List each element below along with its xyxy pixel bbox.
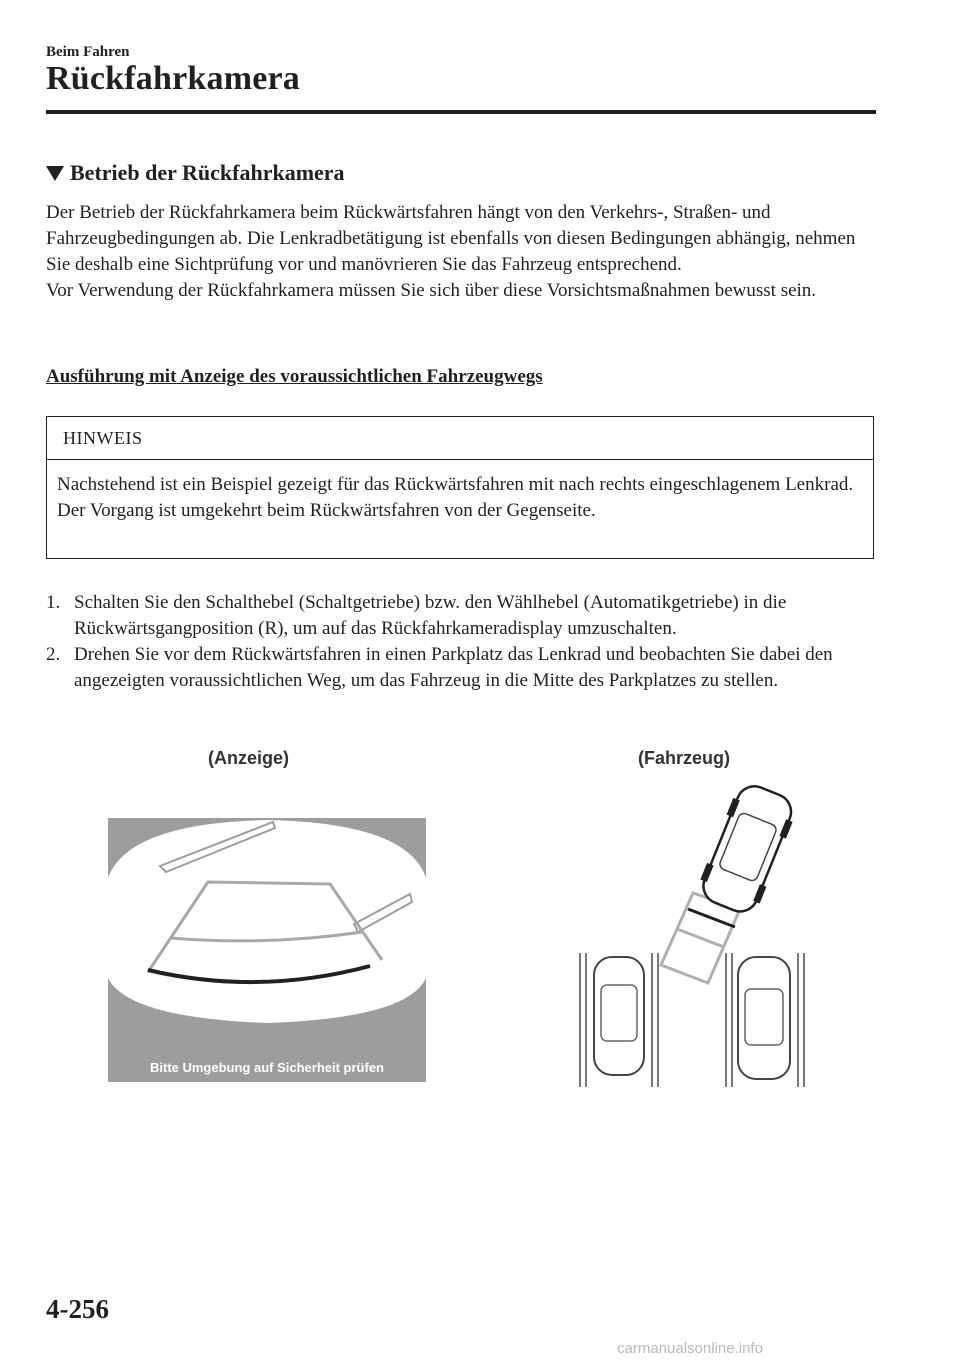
watermark: carmanualsonline.info: [617, 1340, 763, 1357]
step-number: 1.: [46, 592, 61, 613]
note-box: [46, 416, 874, 559]
step-number: 2.: [46, 644, 61, 665]
vehicle-label: (Fahrzeug): [638, 748, 730, 768]
paragraph: Vor Verwendung der Rückfahrkamera müssen Sie sich über diese Vorsichtsmaßnahmen bewusst sein.: [46, 280, 817, 301]
step-list: [46, 590, 876, 694]
note-text: Nachstehend ist ein Beispiel gezeigt für das Rückwärtsfahren mit nach rechts eingeschlagenem Lenkrad. Der Vorgang ist umgekehrt beim Rückwärtsfahren von der Gegenseite.: [57, 474, 854, 521]
step-text: Schalten Sie den Schalthebel (Schaltgetriebe) bzw. den Wählhebel (Automatikgetriebe) in die Rückwärtsgangposition (R), um auf das Rückfahrkameradisplay umzuschalten.: [74, 592, 787, 639]
display-caption: Bitte Umgebung auf Sicherheit prüfen: [149, 1060, 384, 1075]
section-title: Betrieb der Rückfahrkamera: [70, 160, 345, 185]
parking-illustration: [568, 785, 818, 1090]
list-item: [46, 590, 876, 642]
display-label: (Anzeige): [208, 748, 289, 768]
section-heading: [46, 160, 345, 186]
page-number: 4-256: [46, 1294, 109, 1324]
note-heading: HINWEIS: [47, 417, 873, 460]
camera-display-illustration: [108, 818, 426, 1082]
page-title: Rückfahrkamera: [46, 60, 300, 97]
chapter-label: Beim Fahren: [46, 44, 130, 60]
paragraph: Der Betrieb der Rückfahrkamera beim Rückwärtsfahren hängt von den Verkehrs-, Straßen- und Fahrzeugbedingungen ab. Die Lenkradbetätigung ist ebenfalls von diesen Bedingungen abhängig, nehmen Sie deshalb eine Sichtprüfung vor und manövrieren Sie das Fahrzeug entsprechend.: [46, 202, 856, 275]
header-rule: [46, 110, 876, 114]
subheading: Ausführung mit Anzeige des voraussichtlichen Fahrzeugwegs: [46, 366, 543, 387]
list-item: [46, 642, 876, 694]
triangle-bullet-icon: [46, 166, 64, 181]
section-body: [46, 200, 876, 304]
step-text: Drehen Sie vor dem Rückwärtsfahren in einen Parkplatz das Lenkrad und beobachten Sie dabei den angezeigten voraussichtlichen Weg, um das Fahrzeug in die Mitte des Parkplatzes zu stellen.: [74, 644, 833, 691]
